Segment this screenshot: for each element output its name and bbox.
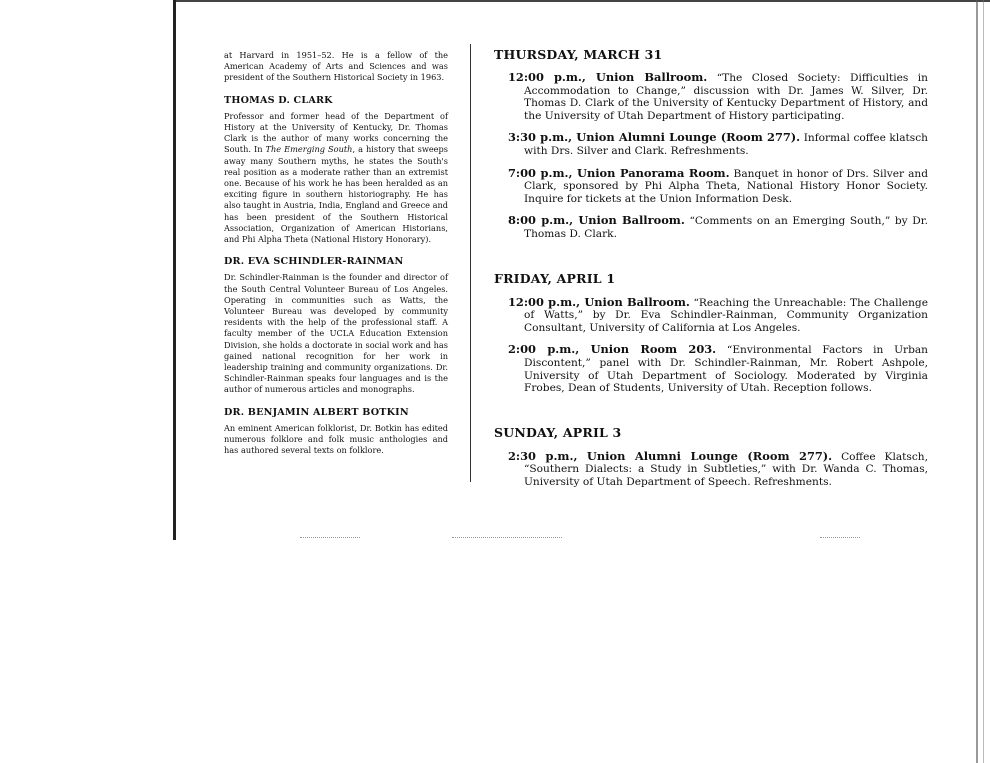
bio-text-schindler-rainman: Dr. Schindler-Rainman is the founder and director of the South Central Volunteer Bureau of Los Angeles. Operating in communities such as Watts, the Volunteer Bureau was developed by community residents with the help of the professional staff. A faculty member of the UCLA Education Extension Division, she holds a doctorate in social work and has gained national recognition for her work in leadership training and community organizations. Dr. Schindler-Rainman speaks four languages and is the author of numerous articles and monographs. xyxy=(224,272,448,395)
event-thursday-3: 7:00 p.m., Union Panorama Room. Banquet in honor of Drs. Silver and Clark, sponsored by Phi Alpha Theta, National History Honor Society. Inquire for tickets at the Union Information Desk. xyxy=(508,165,928,205)
bio-continuation: at Harvard in 1951–52. He is a fellow of the American Academy of Arts and Sciences and was president of the Southern Historical Society in 1963. xyxy=(224,50,448,83)
bio-text-clark: Professor and former head of the Department of History at the University of Kentucky, Dr. Thomas Clark is the author of many works concerning the South. In The Emerging South, a history that sweeps away many Southern myths, he states the South's real position as a moderate rather than an extremist one. Because of his work he has been heralded as an exciting figure in southern historiography. He has also taught in Austria, India, England and Greece and has been president of the Southern Historical Association, Organization of American Historians, and Phi Alpha Theta (National History Honorary). xyxy=(224,110,449,245)
scan-speckle xyxy=(300,537,360,539)
bio-heading-schindler-rainman: DR. EVA SCHINDLER-RAINMAN xyxy=(224,256,404,268)
biographies-column xyxy=(224,50,448,457)
day-heading-friday: FRIDAY, APRIL 1 xyxy=(494,270,616,286)
event-thursday-4: 8:00 p.m., Union Ballroom. “Comments on an Emerging South,” by Dr. Thomas D. Clark. xyxy=(508,213,929,240)
scan-edge-right-secondary xyxy=(983,0,984,763)
event-sunday-1: 2:30 p.m., Union Alumni Lounge (Room 277). Coffee Klatsch, “Southern Dialects: a Study in Subtleties,” with Dr. Wanda C. Thomas, University of Utah Department of Speech. Refreshments. xyxy=(508,448,928,488)
event-thursday-2: 3:30 p.m., Union Alumni Lounge (Room 277). Informal coffee klatsch with Drs. Silver and Clark. Refreshments. xyxy=(508,130,928,157)
scan-edge-top xyxy=(175,0,990,2)
column-divider xyxy=(470,44,471,482)
scan-edge-left xyxy=(173,0,176,540)
event-thursday-1: 12:00 p.m., Union Ballroom. “The Closed Society: Difficulties in Accommodation to Change,” discussion with Dr. James W. Silver, Dr. Thomas D. Clark of the University of Kentucky Department of History, and the University of Utah Department of History participating. xyxy=(508,70,928,122)
scan-speckle xyxy=(820,537,860,539)
event-friday-1: 12:00 p.m., Union Ballroom. “Reaching the Unreachable: The Challenge of Watts,” by Dr. Eva Schindler-Rainman, Community Organization Consultant, University of California at Los Angeles. xyxy=(508,294,928,334)
book-title: The Emerging South xyxy=(265,144,353,155)
schedule-column xyxy=(494,47,928,488)
event-friday-2: 2:00 p.m., Union Room 203. “Environmental Factors in Urban Discontent,” panel with Dr. Schindler-Rainman, Mr. Robert Ashpole, University of Utah Department of Sociology. Moderated by Virginia Frobes, Dean of Students, University of Utah. Reception follows. xyxy=(508,342,928,395)
bio-heading-clark: THOMAS D. CLARK xyxy=(224,94,333,106)
day-heading-sunday: SUNDAY, APRIL 3 xyxy=(494,424,622,440)
scan-edge-right xyxy=(976,0,978,763)
scan-speckle xyxy=(452,537,562,539)
day-heading-thursday: THURSDAY, MARCH 31 xyxy=(494,47,663,62)
bio-text-botkin: An eminent American folklorist, Dr. Botkin has edited numerous folklore and folk music anthologies and has authored several texts on folklore. xyxy=(224,422,448,456)
bio-heading-botkin: DR. BENJAMIN ALBERT BOTKIN xyxy=(224,406,409,418)
